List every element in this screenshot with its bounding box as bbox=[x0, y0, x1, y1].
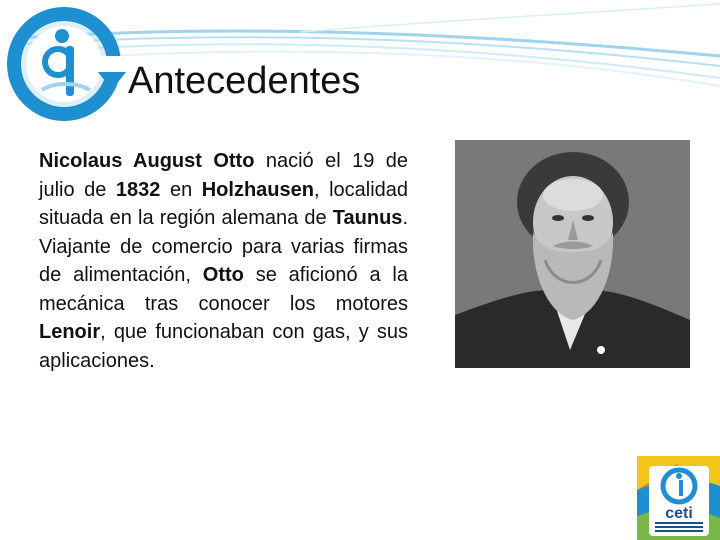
text-segment: , que funcionaban con gas, y sus aplicaciones. bbox=[39, 321, 408, 372]
surname: Otto bbox=[202, 264, 244, 286]
text-segment: en bbox=[160, 178, 202, 201]
ceti-brand-logo-icon bbox=[637, 456, 720, 540]
body-paragraph bbox=[39, 147, 408, 375]
text-segment: , localidad situada en la región alemana de bbox=[39, 178, 409, 229]
text-segment: nació el 19 de julio de bbox=[39, 150, 408, 201]
birth-year: 1832 bbox=[115, 178, 161, 201]
slide-title: Antecedentes bbox=[128, 60, 361, 102]
engine-name: Lenoir bbox=[39, 321, 101, 343]
person-name: Nicolaus August Otto bbox=[39, 150, 255, 172]
text-segment: . Viajante de comercio para varias firmas de alimentación, bbox=[39, 207, 408, 286]
ceti-gear-logo-icon bbox=[6, 2, 130, 126]
region-name: Taunus bbox=[332, 207, 403, 229]
text-segment: se aficionó a la mecánica tras conocer los motores bbox=[39, 264, 408, 315]
birth-place: Holzhausen bbox=[201, 178, 314, 201]
portrait-photo-icon bbox=[455, 140, 690, 368]
logo-brand-text: ceti bbox=[665, 505, 693, 522]
